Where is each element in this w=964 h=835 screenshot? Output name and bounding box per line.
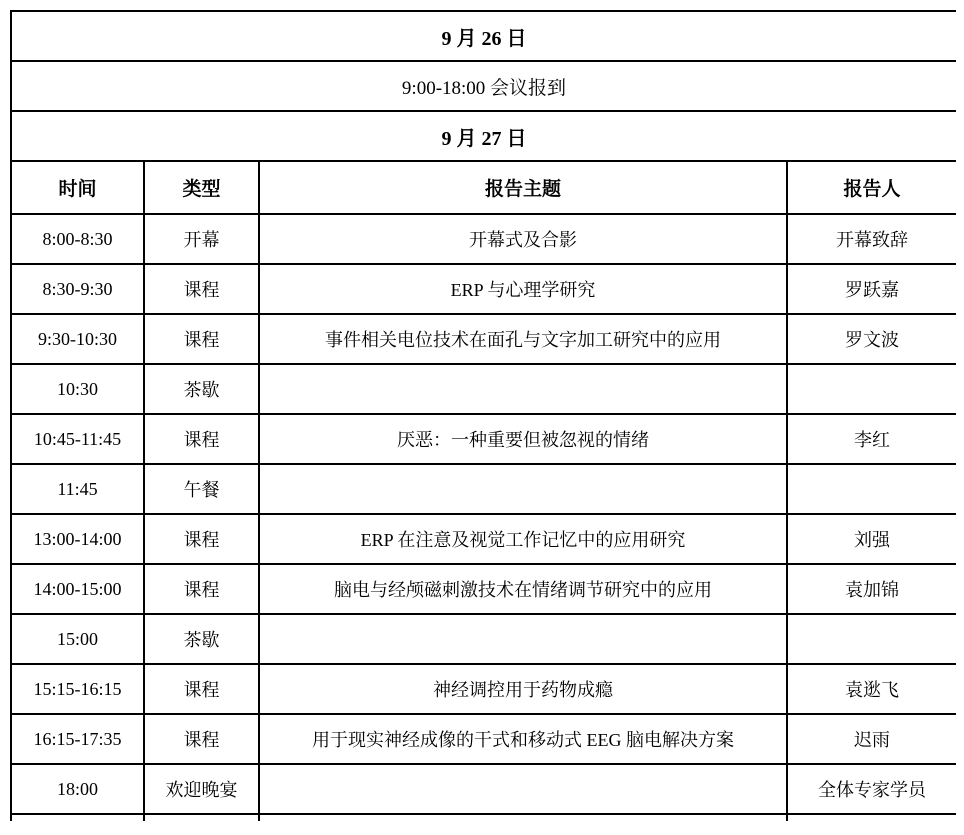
type-cell: 课程 xyxy=(144,564,259,614)
topic-cell: ERP 在注意及视觉工作记忆中的应用研究 xyxy=(259,514,787,564)
schedule-row xyxy=(11,264,956,314)
time-cell: 11:45 xyxy=(11,464,144,514)
date-sep26-label: 9 月 26 日 xyxy=(11,11,956,61)
speaker-cell: 开幕致辞 xyxy=(787,214,956,264)
time-cell: 15:00 xyxy=(11,614,144,664)
type-cell: 午餐 xyxy=(144,464,259,514)
topic-cell: 开幕式及合影 xyxy=(259,214,787,264)
col-header-time: 时间 xyxy=(11,161,144,214)
clipped-partial-row xyxy=(11,814,956,821)
speaker-cell: 迟雨 xyxy=(787,714,956,764)
schedule-row xyxy=(11,514,956,564)
schedule-row xyxy=(11,464,956,514)
speaker-cell xyxy=(787,614,956,664)
time-cell: 16:15-17:35 xyxy=(11,714,144,764)
schedule-row xyxy=(11,564,956,614)
column-header-row xyxy=(11,161,956,214)
conference-schedule-table xyxy=(10,10,956,821)
time-cell: 15:15-16:15 xyxy=(11,664,144,714)
speaker-cell xyxy=(787,464,956,514)
date-sep27-label: 9 月 27 日 xyxy=(11,111,956,161)
time-cell: 18:00 xyxy=(11,764,144,814)
time-cell: 10:45-11:45 xyxy=(11,414,144,464)
time-cell: 10:30 xyxy=(11,364,144,414)
type-cell: 欢迎晚宴 xyxy=(144,764,259,814)
schedule-row xyxy=(11,664,956,714)
time-cell: 14:00-15:00 xyxy=(11,564,144,614)
topic-cell xyxy=(259,614,787,664)
time-cell: 13:00-14:00 xyxy=(11,514,144,564)
type-cell: 课程 xyxy=(144,314,259,364)
topic-cell: 厌恶：一种重要但被忽视的情绪 xyxy=(259,414,787,464)
col-header-topic: 报告主题 xyxy=(259,161,787,214)
schedule-table xyxy=(10,10,956,821)
type-cell: 课程 xyxy=(144,414,259,464)
registration-label: 9:00-18:00 会议报到 xyxy=(11,61,956,111)
type-cell: 茶歇 xyxy=(144,364,259,414)
type-cell: 茶歇 xyxy=(144,614,259,664)
type-cell: 课程 xyxy=(144,514,259,564)
schedule-row xyxy=(11,364,956,414)
topic-cell: 脑电与经颅磁刺激技术在情绪调节研究中的应用 xyxy=(259,564,787,614)
col-header-type: 类型 xyxy=(144,161,259,214)
date-row-sep27 xyxy=(11,111,956,161)
type-cell: 课程 xyxy=(144,714,259,764)
time-cell: 8:30-9:30 xyxy=(11,264,144,314)
col-header-speaker: 报告人 xyxy=(787,161,956,214)
schedule-row xyxy=(11,214,956,264)
topic-cell: ERP 与心理学研究 xyxy=(259,264,787,314)
speaker-cell: 袁加锦 xyxy=(787,564,956,614)
schedule-row xyxy=(11,714,956,764)
speaker-cell: 刘强 xyxy=(787,514,956,564)
type-cell: 课程 xyxy=(144,664,259,714)
schedule-row xyxy=(11,414,956,464)
type-cell: 开幕 xyxy=(144,214,259,264)
speaker-cell: 罗跃嘉 xyxy=(787,264,956,314)
speaker-cell: 李红 xyxy=(787,414,956,464)
time-cell: 8:00-8:30 xyxy=(11,214,144,264)
speaker-cell: 全体专家学员 xyxy=(787,764,956,814)
topic-cell: 用于现实神经成像的干式和移动式 EEG 脑电解决方案 xyxy=(259,714,787,764)
topic-cell: 事件相关电位技术在面孔与文字加工研究中的应用 xyxy=(259,314,787,364)
speaker-cell: 袁逖飞 xyxy=(787,664,956,714)
schedule-row xyxy=(11,314,956,364)
topic-cell xyxy=(259,764,787,814)
speaker-cell: 罗文波 xyxy=(787,314,956,364)
registration-row xyxy=(11,61,956,111)
topic-cell xyxy=(259,464,787,514)
topic-cell: 神经调控用于药物成瘾 xyxy=(259,664,787,714)
topic-cell xyxy=(259,364,787,414)
date-row-sep26 xyxy=(11,11,956,61)
time-cell: 9:30-10:30 xyxy=(11,314,144,364)
schedule-row xyxy=(11,764,956,814)
type-cell: 课程 xyxy=(144,264,259,314)
speaker-cell xyxy=(787,364,956,414)
schedule-row xyxy=(11,614,956,664)
